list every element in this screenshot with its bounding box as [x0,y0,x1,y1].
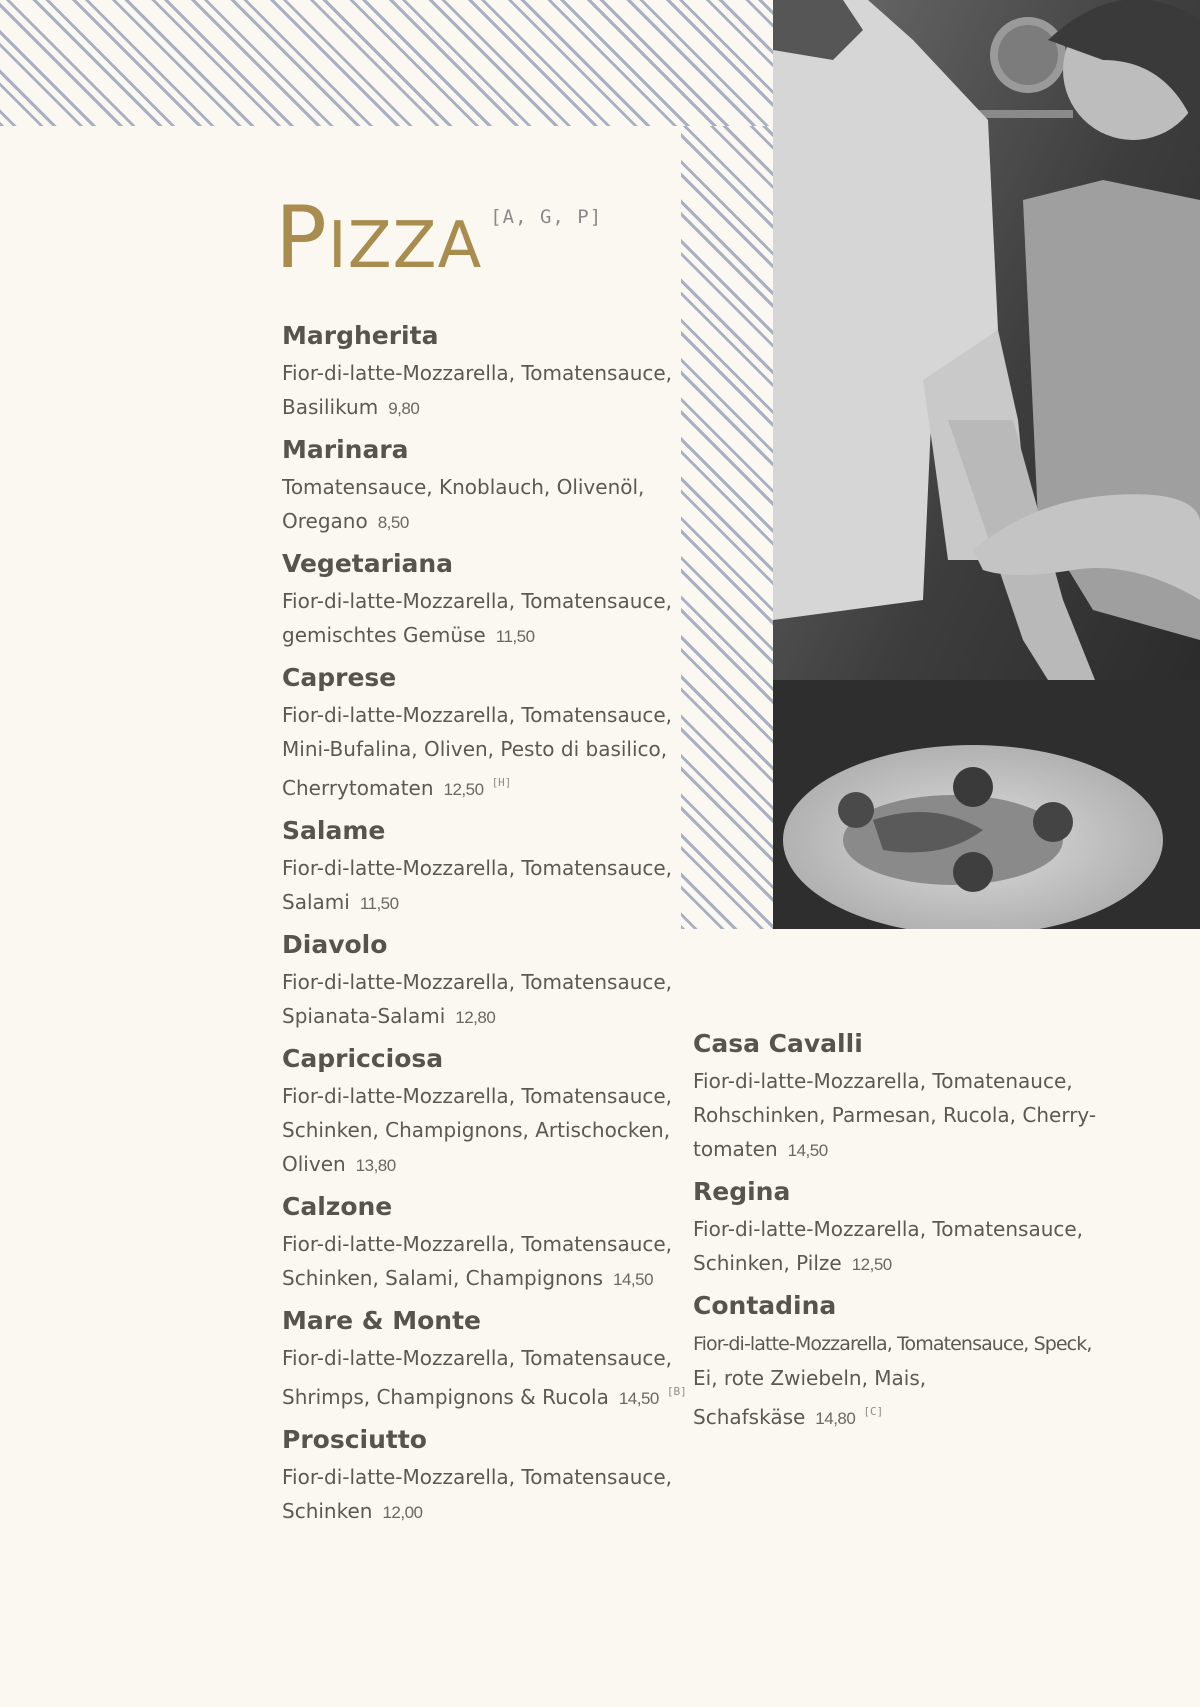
item-name: Capricciosa [282,1044,444,1073]
menu-item [282,1187,702,1297]
item-name: Margherita [282,321,439,350]
decorative-stripes-top [0,0,774,126]
menu-item [282,1301,702,1416]
menu-item [282,1420,702,1530]
item-description: Tomatensauce, Knoblauch, Olivenöl, Oregano 8,50 [282,475,645,533]
pizza-preparation-photo [773,0,1200,929]
item-name: Vegetariana [282,549,454,578]
item-description: Fior-di-latte-Mozzarella, Tomatensauce, gemischtes Gemüse 11,50 [282,589,673,647]
item-name: Diavolo [282,930,388,959]
item-price: 14,80 [815,1409,856,1428]
item-name: Calzone [282,1192,393,1221]
item-price: 13,80 [355,1156,396,1175]
item-price: 14,50 [613,1270,654,1289]
section-title [275,188,603,288]
item-price: 12,50 [851,1255,892,1274]
item-description: Fior-di-latte-Mozzarella, Tomatensauce, Schinken, Pilze 12,50 [693,1217,1084,1275]
allergen-code: [H] [491,776,512,789]
allergen-code: [B] [666,1385,687,1398]
menu-column-left [282,316,702,1534]
item-price: 12,50 [443,780,484,799]
item-name: Mare & Monte [282,1306,481,1335]
item-price: 14,50 [787,1141,828,1160]
item-description: Fior-di-latte-Mozzarella, Tomatensauce, Speck, Ei, rote Zwiebeln, Mais, Schafskäse 14,80 [C] [693,1333,1092,1429]
item-description: Fior-di-latte-Mozzarella, Tomatensauce, Basilikum 9,80 [282,361,673,419]
item-price: 14,50 [618,1389,659,1408]
menu-column-right [693,1024,1113,1440]
item-description: Fior-di-latte-Mozzarella, Tomatensauce, Salami 11,50 [282,856,673,914]
menu-item [282,544,702,654]
menu-item [282,430,702,540]
menu-item [282,925,702,1035]
title-allergen-codes: [A, G, P] [490,206,603,228]
item-price: 11,50 [495,627,535,646]
item-description: Fior-di-latte-Mozzarella, Tomatensauce, Mini-Bufalina, Oliven, Pesto di basilico, Cherrytomaten 12,50 [H] [282,703,673,800]
item-name: Salame [282,816,386,845]
item-price: 12,80 [455,1008,496,1027]
item-name: Prosciutto [282,1425,427,1454]
item-price: 9,80 [388,399,420,418]
allergen-code: [C] [863,1405,884,1418]
item-price: 11,50 [359,894,399,913]
menu-item [282,1039,702,1183]
item-description: Fior-di-latte-Mozzarella, Tomatensauce, Schinken 12,00 [282,1465,673,1523]
page-title: PIZZA [275,188,483,288]
item-name: Casa Cavalli [693,1029,863,1058]
item-description: Fior-di-latte-Mozzarella, Tomatensauce, Schinken, Champignons, Artischocken, Oliven 13,80 [282,1084,673,1176]
item-description: Fior-di-latte-Mozzarella, Tomatensauce, Shrimps, Champignons & Rucola 14,50 [B] [282,1346,687,1409]
item-description: Fior-di-latte-Mozzarella, Tomatensauce, Spianata-Salami 12,80 [282,970,673,1028]
item-description: Fior-di-latte-Mozzarella, Tomatensauce, Schinken, Salami, Champignons 14,50 [282,1232,673,1290]
menu-item [693,1024,1113,1168]
item-name: Contadina [693,1291,837,1320]
item-name: Marinara [282,435,409,464]
menu-item [282,811,702,921]
item-description: Fior-di-latte-Mozzarella, Tomatenauce, Rohschinken, Parmesan, Rucola, Cherry- tomaten 14,50 [693,1069,1097,1161]
item-name: Caprese [282,663,397,692]
menu-item [693,1172,1113,1282]
item-name: Regina [693,1177,791,1206]
item-price: 8,50 [377,513,409,532]
menu-item [282,316,702,426]
menu-item [282,658,702,807]
menu-item [693,1286,1113,1436]
item-price: 12,00 [382,1503,423,1522]
